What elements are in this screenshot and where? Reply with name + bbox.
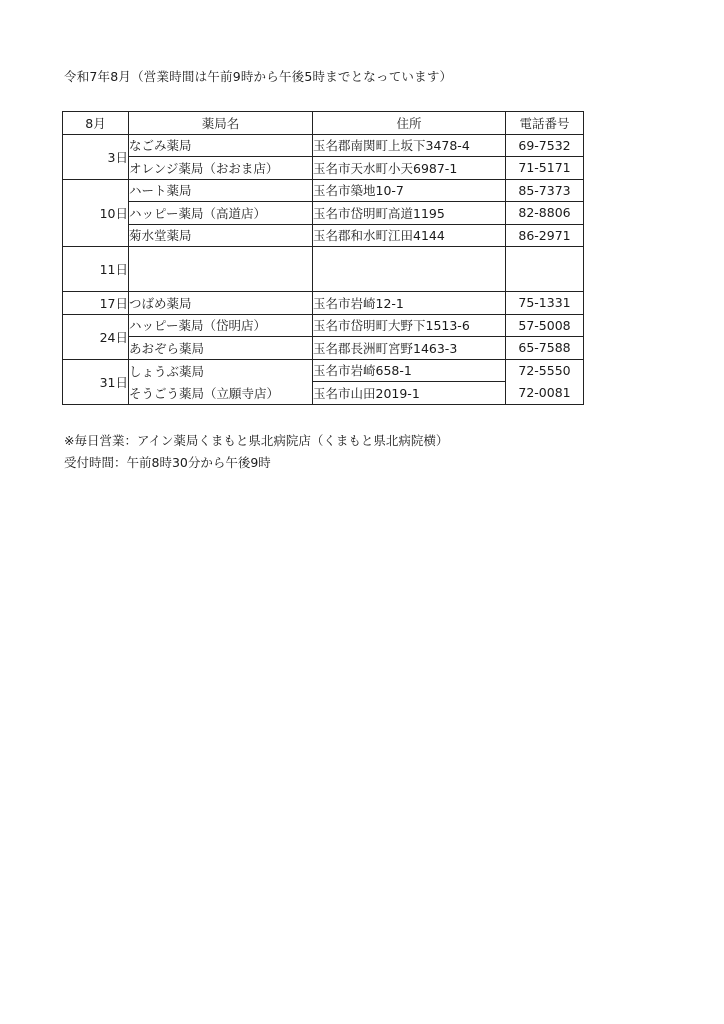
- pharmacy-name: ハート薬局: [129, 179, 313, 202]
- pharmacy-phone: 65-7588: [506, 337, 584, 360]
- pharmacy-address-empty: [313, 247, 506, 292]
- table-row: [63, 359, 584, 382]
- date-cell: 24日: [63, 314, 129, 359]
- pharmacy-phone: 72-5550: [506, 359, 584, 382]
- pharmacy-address: 玉名郡和水町江田4144: [313, 224, 506, 247]
- pharmacy-name-empty: [129, 247, 313, 292]
- table-row: [63, 314, 584, 337]
- pharmacy-address: 玉名市岱明町高道1195: [313, 202, 506, 225]
- note-reception-hours: 受付時間：午前8時30分から午後9時: [64, 455, 271, 470]
- table-row: [63, 292, 584, 315]
- pharmacy-phone: 71-5171: [506, 157, 584, 180]
- pharmacy-name: しょうぶ薬局: [129, 359, 313, 382]
- table-row: [63, 202, 584, 225]
- table-row: [63, 134, 584, 157]
- pharmacy-address: 玉名市岱明町大野下1513-6: [313, 314, 506, 337]
- table-header-row: [63, 112, 584, 135]
- date-cell: 11日: [63, 247, 129, 292]
- table-row: [63, 224, 584, 247]
- pharmacy-name: ハッピー薬局（岱明店）: [129, 314, 313, 337]
- pharmacy-address: 玉名郡長洲町宮野1463-3: [313, 337, 506, 360]
- header-pharmacy: 薬局名: [129, 112, 313, 135]
- pharmacy-phone: 57-5008: [506, 314, 584, 337]
- pharmacy-address: 玉名郡南関町上坂下3478-4: [313, 134, 506, 157]
- date-cell: 10日: [63, 179, 129, 247]
- pharmacy-phone: 75-1331: [506, 292, 584, 315]
- pharmacy-phone-empty: [506, 247, 584, 292]
- pharmacy-address: 玉名市山田2019-1: [313, 382, 506, 405]
- pharmacy-name: あおぞら薬局: [129, 337, 313, 360]
- date-cell: 31日: [63, 359, 129, 404]
- pharmacy-address: 玉名市築地10-7: [313, 179, 506, 202]
- table-row: [63, 157, 584, 180]
- pharmacy-name: なごみ薬局: [129, 134, 313, 157]
- notes-section: [64, 430, 448, 474]
- pharmacy-name: オレンジ薬局（おおま店）: [129, 157, 313, 180]
- pharmacy-name: ハッピー薬局（高道店）: [129, 202, 313, 225]
- table-row-empty: [63, 247, 584, 292]
- pharmacy-phone: 72-0081: [506, 382, 584, 405]
- pharmacy-phone: 69-7532: [506, 134, 584, 157]
- pharmacy-phone: 82-8806: [506, 202, 584, 225]
- header-address: 住所: [313, 112, 506, 135]
- date-cell: 3日: [63, 134, 129, 179]
- pharmacy-address: 玉名市岩崎12-1: [313, 292, 506, 315]
- pharmacy-name: つばめ薬局: [129, 292, 313, 315]
- table-row: [63, 337, 584, 360]
- pharmacy-address: 玉名市岩崎658-1: [313, 359, 506, 382]
- header-month: 8月: [63, 112, 129, 135]
- pharmacy-name: そうごう薬局（立願寺店）: [129, 382, 313, 405]
- pharmacy-schedule-table: [62, 111, 584, 405]
- pharmacy-address: 玉名市天水町小天6987-1: [313, 157, 506, 180]
- table-row: [63, 382, 584, 405]
- table-row: [63, 179, 584, 202]
- note-daily-open: ※毎日営業：アイン薬局くまもと県北病院店（くまもと県北病院横）: [64, 433, 449, 448]
- pharmacy-phone: 85-7373: [506, 179, 584, 202]
- header-phone: 電話番号: [506, 112, 584, 135]
- pharmacy-name: 菊水堂薬局: [129, 224, 313, 247]
- pharmacy-phone: 86-2971: [506, 224, 584, 247]
- document-heading: 令和7年8月（営業時間は午前9時から午後5時までとなっています）: [64, 69, 453, 84]
- date-cell: 17日: [63, 292, 129, 315]
